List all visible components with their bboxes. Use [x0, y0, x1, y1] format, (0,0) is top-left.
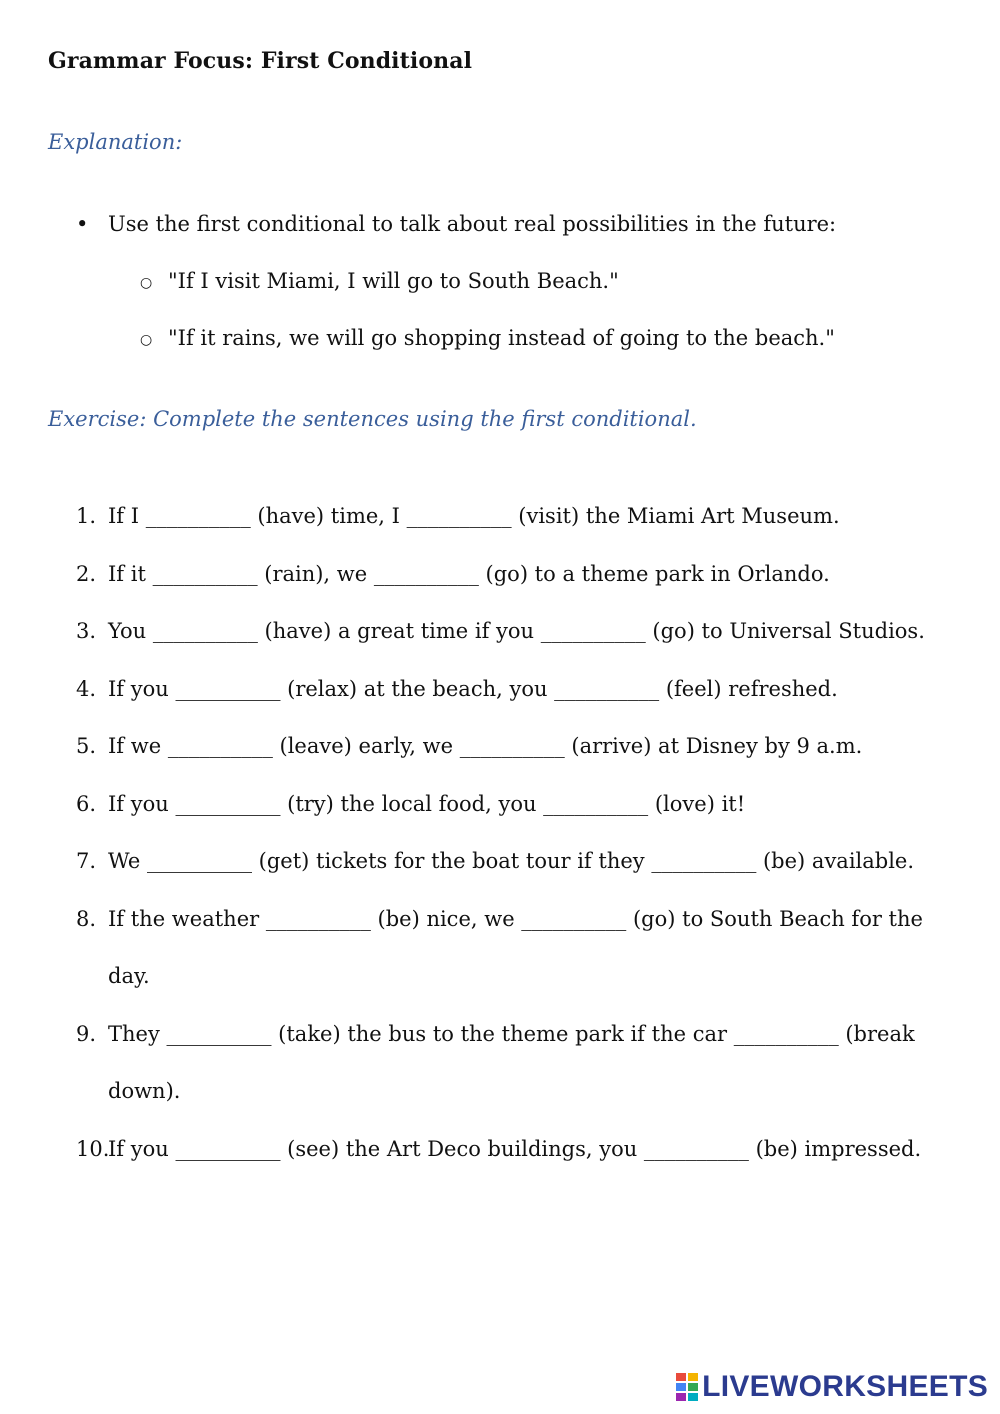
item-text: We __________ (get) tickets for the boat tour if they __________ (be) available. [108, 849, 915, 873]
item-number: 10. [76, 1136, 110, 1161]
exercise-item-7 [76, 833, 946, 891]
exercise-item-8 [76, 891, 946, 1006]
item-number: 1. [76, 504, 97, 528]
exercise-item-2 [76, 546, 946, 604]
page-title: Grammar Focus: First Conditional [48, 48, 473, 74]
circle-bullet-icon: ○ [140, 332, 153, 348]
exercise-item-10 [76, 1121, 946, 1179]
item-text: If we __________ (leave) early, we __________ (arrive) at Disney by 9 a.m. [108, 734, 863, 758]
liveworksheets-logo-text: LIVEWORKSHEETS [702, 1370, 988, 1403]
explanation-bullet-text: Use the first conditional to talk about real possibilities in the future: [108, 212, 837, 236]
bullet-dot-icon: • [76, 212, 89, 236]
exercise-item-5 [76, 718, 946, 776]
circle-bullet-icon: ○ [140, 275, 153, 291]
item-text: They __________ (take) the bus to the theme park if the car __________ (break down). [108, 1021, 915, 1103]
item-number: 9. [76, 1021, 97, 1046]
exercise-heading: Exercise: Complete the sentences using the first conditional. [48, 407, 697, 431]
item-text: If you __________ (try) the local food, you __________ (love) it! [108, 791, 746, 816]
liveworksheets-logo-icon [676, 1373, 698, 1401]
item-number: 2. [76, 561, 97, 586]
item-text: If you __________ (see) the Art Deco buildings, you __________ (be) impressed. [108, 1136, 922, 1161]
example-text: "If I visit Miami, I will go to South Beach." [168, 269, 619, 293]
exercise-item-6 [76, 776, 946, 834]
exercise-item-4 [76, 661, 946, 719]
item-number: 7. [76, 849, 97, 873]
item-text: If the weather __________ (be) nice, we __________ (go) to South Beach for the day. [108, 906, 923, 988]
example-text: "If it rains, we will go shopping instead of going to the beach." [168, 326, 835, 350]
item-text: If it __________ (rain), we __________ (go) to a theme park in Orlando. [108, 561, 830, 586]
liveworksheets-logo [676, 1368, 988, 1406]
item-number: 3. [76, 619, 97, 643]
item-text: If you __________ (relax) at the beach, you __________ (feel) refreshed. [108, 676, 838, 701]
item-number: 8. [76, 906, 97, 931]
item-text: You __________ (have) a great time if you __________ (go) to Universal Studios. [108, 619, 925, 643]
exercise-item-1 [76, 488, 946, 546]
item-number: 6. [76, 791, 97, 816]
exercise-item-3 [76, 603, 946, 661]
item-number: 4. [76, 676, 97, 701]
item-text: If I __________ (have) time, I __________ (visit) the Miami Art Museum. [108, 504, 840, 528]
exercise-list [76, 488, 946, 1178]
item-number: 5. [76, 734, 97, 758]
explanation-heading: Explanation: [48, 130, 183, 154]
exercise-item-9 [76, 1006, 946, 1121]
